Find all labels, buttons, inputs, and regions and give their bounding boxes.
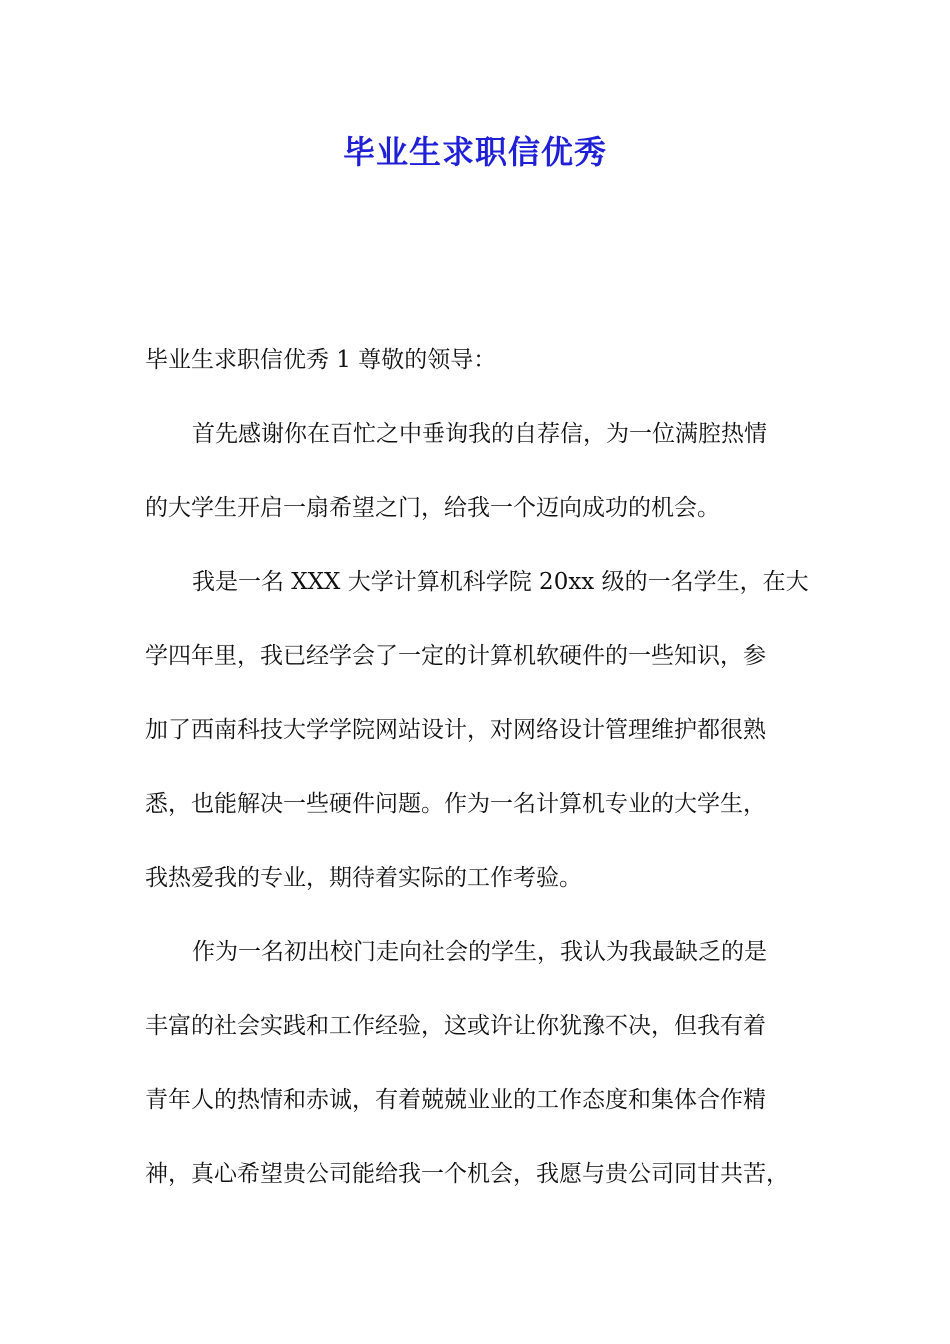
- document-body: [145, 340, 815, 1228]
- paragraph-2-line-5: 我热爱我的专业，期待着实际的工作考验。: [145, 865, 582, 891]
- paragraph-2-line-3: 加了西南科技大学学院网站设计，对网络设计管理维护都很熟: [145, 717, 766, 743]
- paragraph-1-line-1: 首先感谢你在百忙之中垂询我的自荐信，为一位满腔热情: [192, 421, 767, 447]
- document-title: 毕业生求职信优秀: [342, 133, 607, 171]
- paragraph-3-line-4: 神，真心希望贵公司能给我一个机会，我愿与贵公司同甘共苦，: [145, 1161, 789, 1187]
- paragraph-2-line-1: 我是一名 XXX 大学计算机科学院 20xx 级的一名学生，在大: [192, 569, 809, 595]
- paragraph-1-line-2: 的大学生开启一扇希望之门，给我一个迈向成功的机会。: [145, 495, 720, 521]
- paragraph-3-line-3: 青年人的热情和赤诚，有着兢兢业业的工作态度和集体合作精: [145, 1087, 766, 1113]
- paragraph-2-line-4: 悉，也能解决一些硬件问题。作为一名计算机专业的大学生，: [145, 791, 766, 817]
- paragraph-3-line-2: 丰富的社会实践和工作经验，这或许让你犹豫不决，但我有着: [145, 1013, 766, 1039]
- paragraph-2-line-2: 学四年里，我已经学会了一定的计算机软硬件的一些知识，参: [145, 643, 766, 669]
- salutation-line: 毕业生求职信优秀 1 尊敬的领导：: [145, 347, 497, 373]
- paragraph-3-line-1: 作为一名初出校门走向社会的学生，我认为我最缺乏的是: [192, 939, 767, 965]
